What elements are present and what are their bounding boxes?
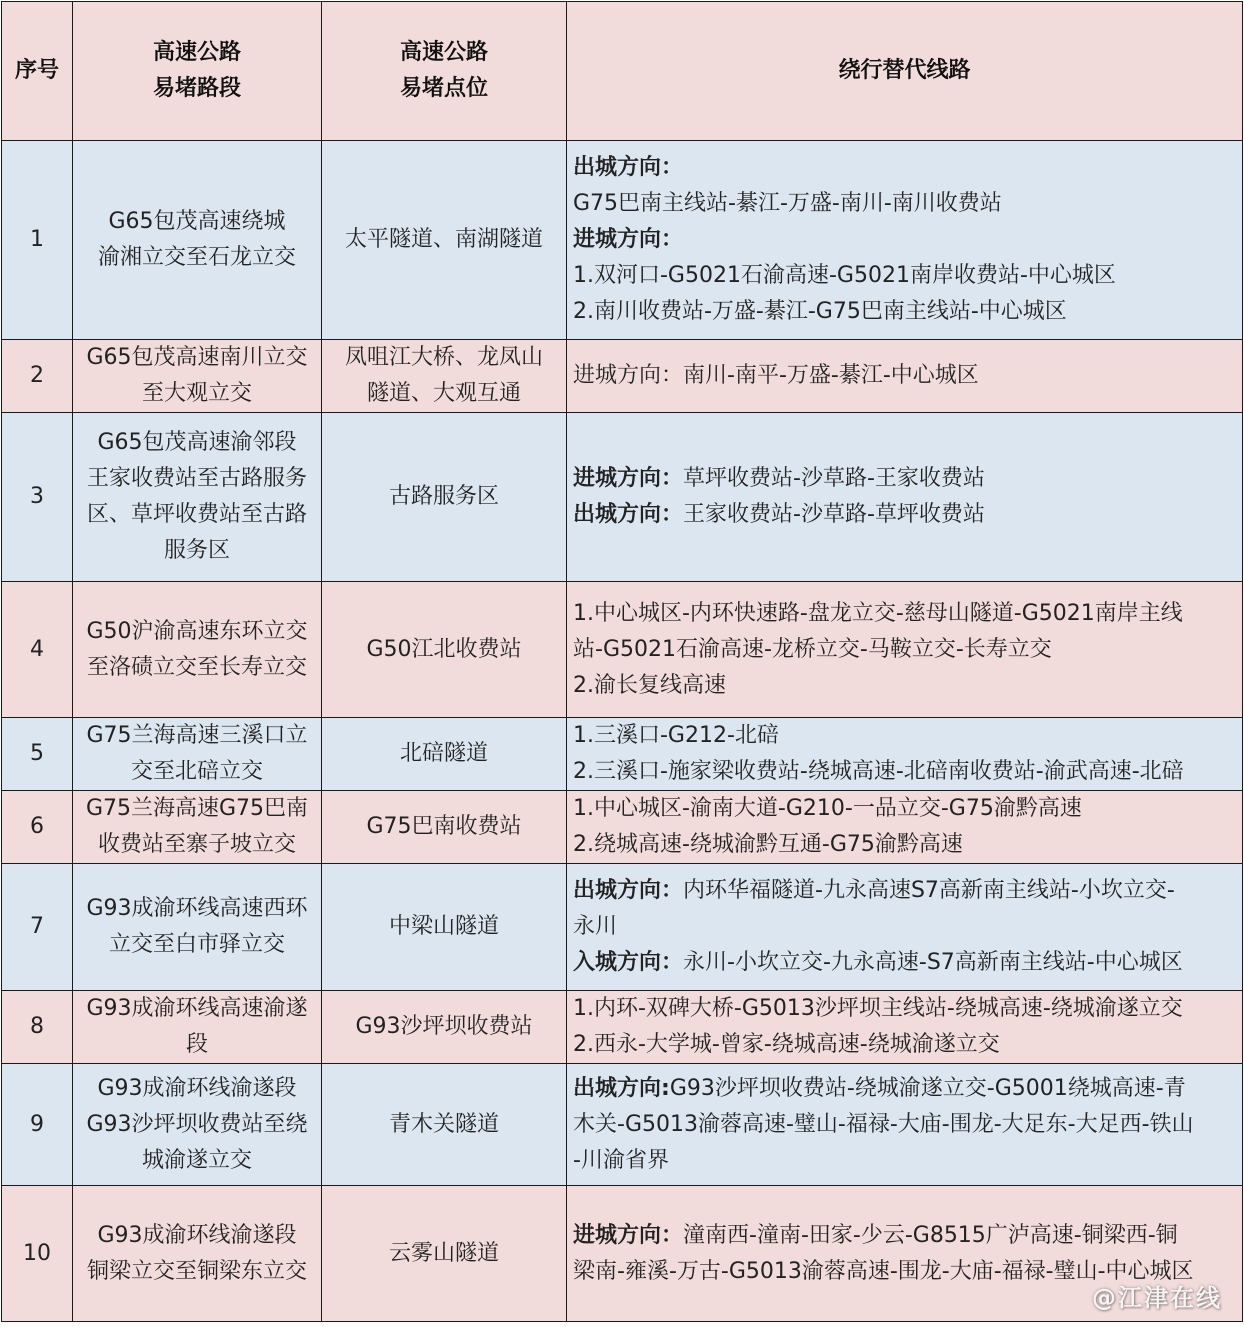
row-number: 1 xyxy=(2,141,73,340)
route-text: -川渝省界 xyxy=(573,1147,669,1173)
point-line: 北碚隧道 xyxy=(399,741,488,766)
route-text: 2.绕城高速-绕城渝黔互通-G75渝黔高速 xyxy=(573,832,963,857)
route-line xyxy=(573,294,1236,330)
row-number: 5 xyxy=(2,718,73,791)
row-number: 3 xyxy=(2,413,73,582)
section-line: 王家收费站至古路服务 xyxy=(86,466,307,491)
section-line: G93成渝环线渝遂段 xyxy=(97,1075,297,1101)
section-line: G65包茂高速渝邻段 xyxy=(97,430,297,455)
table-row xyxy=(2,413,1243,582)
congested-point xyxy=(322,413,567,582)
route-text: 进城方向：南川-南平-万盛-綦江-中心城区 xyxy=(573,363,979,388)
row-number: 10 xyxy=(2,1186,73,1322)
route-direction-label: 进城方向： xyxy=(573,227,684,252)
section-line: 立交至白市驿立交 xyxy=(108,932,285,957)
point-line: 青木关隧道 xyxy=(388,1111,499,1137)
route-text: 永川-小坎立交-九永高速-S7高新南主线站-中心城区 xyxy=(683,950,1183,975)
header-no: 序号 xyxy=(2,2,73,141)
section-line: 铜梁立交至铜梁东立交 xyxy=(86,1258,307,1284)
congested-section xyxy=(73,791,322,864)
route-text: 2.西永-大学城-曾家-绕城高速-绕城渝遂立交 xyxy=(573,1032,1000,1057)
section-line: G75兰海高速三溪口立 xyxy=(86,723,308,748)
detour-route xyxy=(567,1064,1243,1186)
detour-route xyxy=(567,718,1243,791)
route-line xyxy=(573,873,1236,909)
table-row xyxy=(2,718,1243,791)
table-row xyxy=(2,340,1243,413)
route-line xyxy=(573,497,1236,533)
section-line: G93成渝环线高速渝遂 xyxy=(86,996,308,1021)
route-text: G75巴南主线站-綦江-万盛-南川-南川收费站 xyxy=(573,191,1002,216)
row-number: 8 xyxy=(2,991,73,1064)
congested-point xyxy=(322,791,567,864)
congested-section xyxy=(73,1186,322,1322)
header-point-line: 易堵点位 xyxy=(399,76,488,101)
section-line: 至洛碛立交至长寿立交 xyxy=(86,654,307,680)
route-line xyxy=(573,991,1236,1027)
section-line: 收费站至寨子坡立交 xyxy=(97,832,296,857)
section-line: 服务区 xyxy=(163,538,230,563)
table-body xyxy=(2,2,1243,1322)
detour-route xyxy=(567,413,1243,582)
congested-point xyxy=(322,141,567,340)
section-line: G65包茂高速绕城 xyxy=(108,209,286,234)
route-line xyxy=(573,358,1236,394)
congested-point xyxy=(322,864,567,991)
detour-route xyxy=(567,864,1243,991)
detour-route xyxy=(567,340,1243,413)
route-line xyxy=(573,1218,1236,1254)
route-text: G93沙坪坝收费站-绕城渝遂立交-G5001绕城高速-青 xyxy=(669,1075,1186,1101)
section-line: G50沪渝高速东环立交 xyxy=(86,618,308,644)
route-text: 内环华福隧道-九永高速S7高新南主线站-小坎立交- xyxy=(683,878,1175,903)
congested-section xyxy=(73,864,322,991)
header-section-line: 高速公路 xyxy=(152,40,241,65)
table-row xyxy=(2,1186,1243,1322)
route-text: 2.南川收费站-万盛-綦江-G75巴南主线站-中心城区 xyxy=(573,299,1067,324)
route-text: 王家收费站-沙草路-草坪收费站 xyxy=(683,502,985,527)
point-line: G50江北收费站 xyxy=(366,636,522,662)
route-line xyxy=(573,150,1236,186)
route-line xyxy=(573,718,1236,754)
route-line xyxy=(573,1027,1236,1063)
route-direction-label: 进城方向： xyxy=(573,466,684,491)
table-row xyxy=(2,582,1243,718)
point-line: 中梁山隧道 xyxy=(388,914,499,939)
detour-table xyxy=(1,1,1243,1322)
route-direction-label: 出城方向： xyxy=(573,502,684,527)
route-line xyxy=(573,909,1236,945)
route-text: 1.中心城区-内环快速路-盘龙立交-慈母山隧道-G5021南岸主线 xyxy=(573,600,1183,626)
congested-section xyxy=(73,991,322,1064)
congested-point xyxy=(322,1064,567,1186)
route-text: 1.中心城区-渝南大道-G210-一品立交-G75渝黔高速 xyxy=(573,796,1082,821)
route-line xyxy=(573,596,1236,632)
detour-route xyxy=(567,991,1243,1064)
row-number: 9 xyxy=(2,1064,73,1186)
route-text: 2.渝长复线高速 xyxy=(573,672,726,698)
route-line xyxy=(573,222,1236,258)
route-line xyxy=(573,791,1236,827)
point-line: 云雾山隧道 xyxy=(388,1240,499,1266)
header-point xyxy=(322,2,567,141)
route-text: 梁南-雍溪-万古-G5013渝蓉高速-围龙-大庙-福禄-璧山-中心城区 xyxy=(573,1258,1194,1284)
route-direction-label: 出城方向： xyxy=(573,155,684,180)
route-line xyxy=(573,668,1236,704)
point-line: G75巴南收费站 xyxy=(366,814,522,839)
route-text: 1.三溪口-G212-北碚 xyxy=(573,723,779,748)
congested-point xyxy=(322,718,567,791)
header-section-line: 易堵路段 xyxy=(152,76,241,101)
route-text: 木关-G5013渝蓉高速-璧山-福禄-大庙-围龙-大足东-大足西-铁山 xyxy=(573,1111,1194,1137)
route-line xyxy=(573,1143,1236,1179)
point-line: 凤咀江大桥、龙凤山 xyxy=(344,345,543,370)
congested-section xyxy=(73,1064,322,1186)
congested-point xyxy=(322,1186,567,1322)
route-line xyxy=(573,1107,1236,1143)
header-row xyxy=(2,2,1243,141)
route-text: 潼南西-潼南-田家-少云-G8515广泸高速-铜梁西-铜 xyxy=(683,1222,1178,1248)
section-line: 交至北碚立交 xyxy=(130,759,263,784)
watermark: @江津在线 xyxy=(1092,1284,1222,1312)
route-text: 1.内环-双碑大桥-G5013沙坪坝主线站-绕城高速-绕城渝遂立交 xyxy=(573,996,1183,1021)
section-line: 至大观立交 xyxy=(141,381,252,406)
section-line: G93成渝环线高速西环 xyxy=(86,896,308,921)
header-section xyxy=(73,2,322,141)
section-line: 城渝遂立交 xyxy=(141,1147,252,1173)
route-line xyxy=(573,632,1236,668)
route-line xyxy=(573,186,1236,222)
section-line: 段 xyxy=(185,1032,208,1057)
route-text: 1.双河口-G5021石渝高速-G5021南岸收费站-中心城区 xyxy=(573,263,1116,288)
route-text: 站-G5021石渝高速-龙桥立交-马鞍立交-长寿立交 xyxy=(573,636,1052,662)
congested-point xyxy=(322,340,567,413)
congested-section xyxy=(73,141,322,340)
detour-route xyxy=(567,582,1243,718)
table-row xyxy=(2,791,1243,864)
section-line: 区、草坪收费站至古路 xyxy=(86,502,307,527)
table-row xyxy=(2,864,1243,991)
header-route: 绕行替代线路 xyxy=(567,2,1243,141)
route-line xyxy=(573,827,1236,863)
point-line: 太平隧道、南湖隧道 xyxy=(344,227,543,252)
detour-route xyxy=(567,141,1243,340)
route-direction-label: 进城方向： xyxy=(573,1222,684,1248)
point-line: G93沙坪坝收费站 xyxy=(355,1014,533,1039)
row-number: 4 xyxy=(2,582,73,718)
point-line: 隧道、大观互通 xyxy=(366,381,521,406)
route-line xyxy=(573,1071,1236,1107)
table-row xyxy=(2,991,1243,1064)
route-direction-label: 出城方向： xyxy=(573,878,684,903)
table-row xyxy=(2,141,1243,340)
detour-route xyxy=(567,791,1243,864)
congested-point xyxy=(322,582,567,718)
congested-section xyxy=(73,582,322,718)
row-number: 6 xyxy=(2,791,73,864)
route-line xyxy=(573,258,1236,294)
section-line: 渝湘立交至石龙立交 xyxy=(97,245,296,270)
congested-point xyxy=(322,991,567,1064)
route-line xyxy=(573,461,1236,497)
congested-section xyxy=(73,413,322,582)
route-text: 草坪收费站-沙草路-王家收费站 xyxy=(683,466,985,491)
route-direction-label: 出城方向: xyxy=(573,1075,670,1101)
row-number: 2 xyxy=(2,340,73,413)
section-line: G75兰海高速G75巴南 xyxy=(85,796,309,821)
row-number: 7 xyxy=(2,864,73,991)
point-line: 古路服务区 xyxy=(388,484,499,509)
route-text: 永川 xyxy=(573,914,618,939)
route-line xyxy=(573,754,1236,790)
congested-section xyxy=(73,718,322,791)
section-line: G65包茂高速南川立交 xyxy=(86,345,308,370)
section-line: G93成渝环线渝遂段 xyxy=(97,1222,297,1248)
header-point-line: 高速公路 xyxy=(399,40,488,65)
route-line xyxy=(573,945,1236,981)
section-line: G93沙坪坝收费站至绕 xyxy=(86,1111,308,1137)
congested-section xyxy=(73,340,322,413)
table-row xyxy=(2,1064,1243,1186)
route-text: 2.三溪口-施家梁收费站-绕城高速-北碚南收费站-渝武高速-北碚 xyxy=(573,759,1184,784)
route-direction-label: 入城方向： xyxy=(573,950,684,975)
